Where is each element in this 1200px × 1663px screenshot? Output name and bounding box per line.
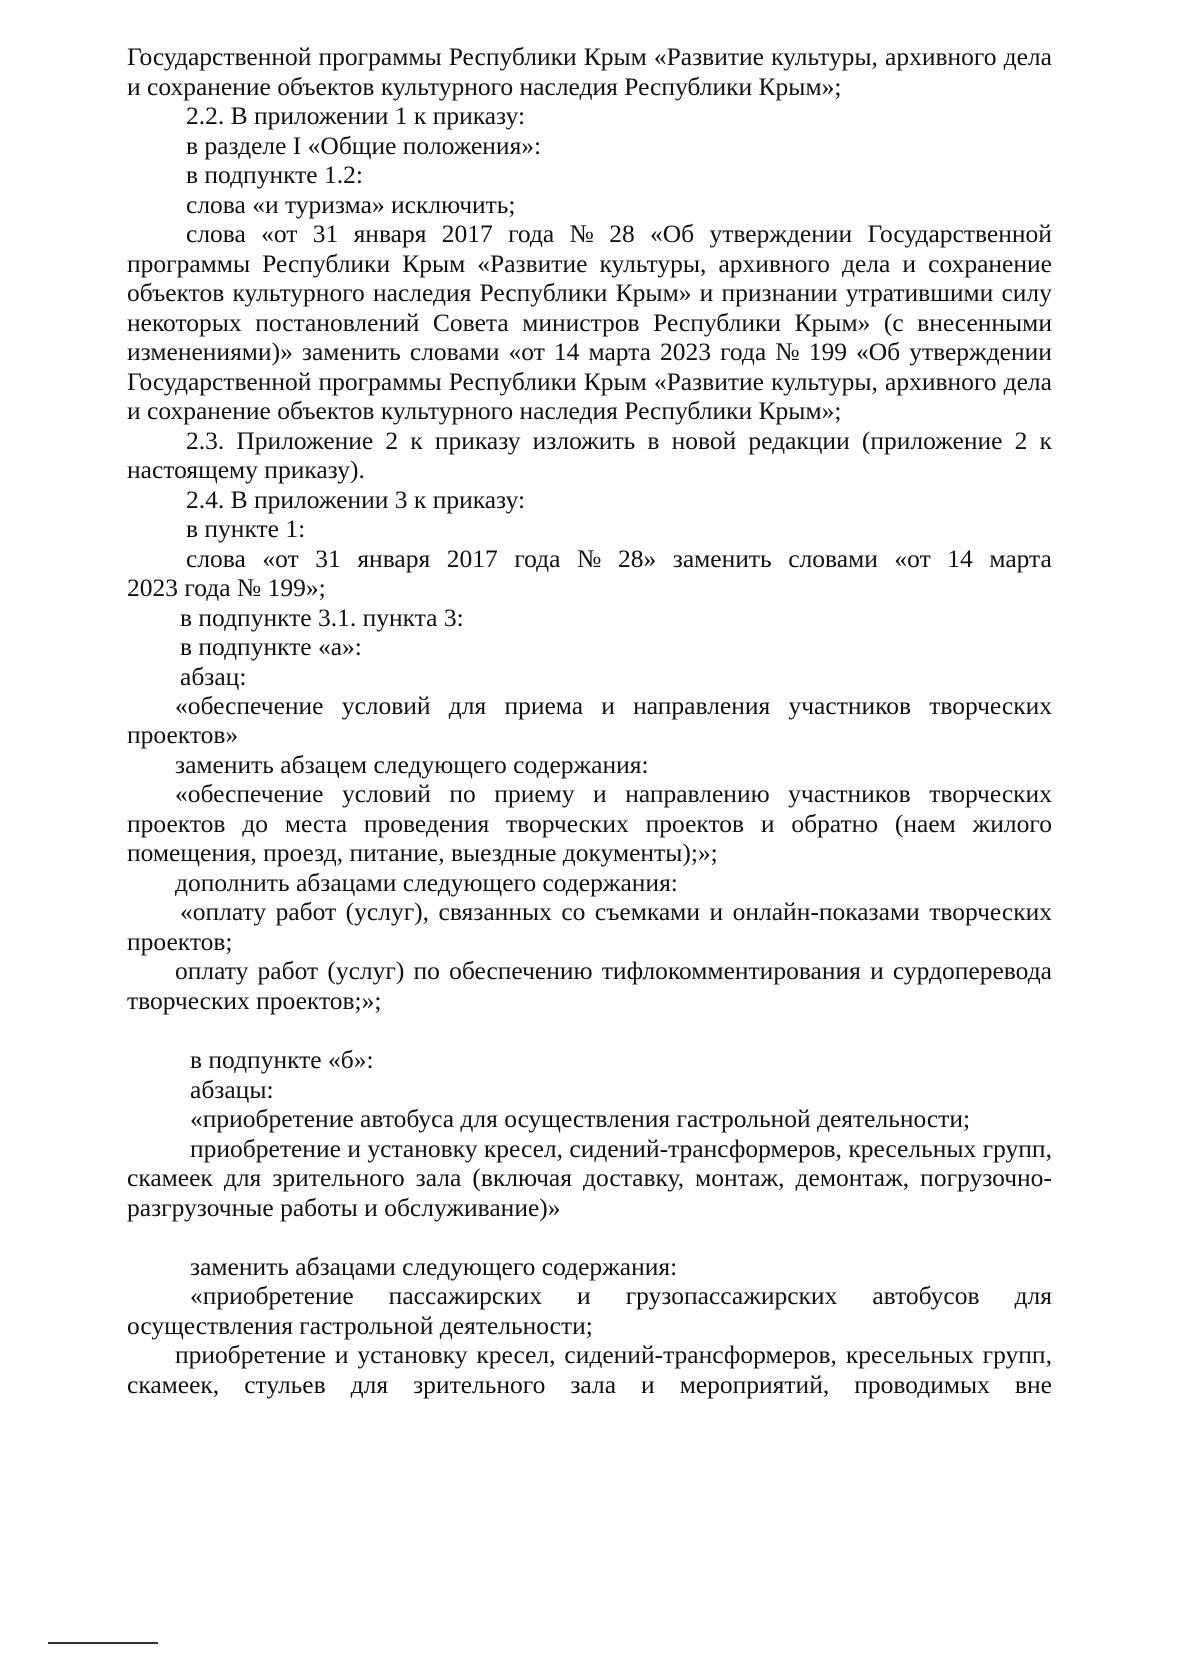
text-line: [190, 1281, 1052, 1311]
word: творческих: [929, 779, 1052, 808]
word: «Об: [650, 219, 695, 248]
word: архивного: [885, 367, 997, 396]
footnote-rule: [48, 1642, 158, 1644]
word: условий: [342, 779, 431, 808]
text-line: [127, 367, 1052, 397]
word: и: [641, 1370, 655, 1399]
word: установку: [367, 1134, 478, 1163]
word: и: [334, 1340, 349, 1369]
word: условий: [341, 691, 431, 720]
word: марта: [588, 337, 651, 366]
word: и: [902, 249, 917, 278]
word: (включая: [472, 1163, 572, 1192]
word: «Развитие: [477, 249, 588, 278]
word: утверждении: [709, 219, 853, 248]
text-line: настоящему приказу).: [127, 455, 365, 484]
word: (услуг),: [345, 897, 430, 926]
text-line: [127, 1370, 1052, 1400]
word: направлению: [625, 779, 770, 808]
word: «от: [261, 219, 298, 248]
text-line: [190, 1134, 1052, 1164]
text-line: 2023 года № 199»;: [127, 573, 326, 602]
word: и: [760, 809, 775, 838]
word: участников: [788, 779, 911, 808]
word: 2.3.: [186, 426, 225, 455]
word: слова: [186, 219, 246, 248]
text-line: [127, 1163, 1052, 1193]
word: Крым: [583, 42, 647, 71]
word: к: [410, 426, 423, 455]
word: 31: [312, 219, 339, 248]
word: 31: [315, 544, 341, 573]
word: января: [353, 219, 427, 248]
text-line: [175, 956, 1052, 986]
word: Государственной: [127, 367, 312, 396]
word: Республики: [448, 367, 577, 396]
word: творческих: [929, 691, 1052, 720]
text-line: в разделе I «Общие положения»:: [186, 131, 542, 160]
word: автобусов: [872, 1281, 980, 1310]
text-line: разгрузочные работы и обслуживание)»: [127, 1193, 561, 1222]
word: монтаж,: [695, 1163, 785, 1192]
text-line: [175, 779, 1052, 809]
word: мероприятий,: [679, 1370, 830, 1399]
word: №: [775, 337, 800, 366]
word: 14: [553, 337, 580, 366]
word: №: [577, 544, 602, 573]
word: архивного: [718, 249, 830, 278]
word: и: [709, 897, 724, 926]
word: силу: [1001, 278, 1052, 307]
word: сурдоперевода: [892, 956, 1052, 985]
word: слова: [186, 544, 246, 573]
word: приему: [494, 779, 575, 808]
word: приказу: [434, 426, 521, 455]
word: внесенными: [917, 308, 1052, 337]
word: дела: [1003, 367, 1052, 396]
word: Крым»: [615, 278, 692, 307]
text-line: [127, 337, 1052, 367]
text-line: [127, 42, 1052, 72]
word: доставку,: [583, 1163, 685, 1192]
word: 2: [1014, 426, 1028, 455]
word: «от: [508, 337, 545, 366]
word: Государственной: [867, 219, 1052, 248]
word: постановлений: [255, 308, 420, 337]
word: №: [569, 219, 594, 248]
word: зала: [570, 1370, 617, 1399]
word: жилого: [972, 809, 1052, 838]
word: места: [284, 809, 348, 838]
text-line: абзац:: [180, 662, 247, 691]
word: наследия: [372, 278, 472, 307]
word: проектов: [127, 809, 226, 838]
word: сидений-трансформеров,: [569, 1134, 842, 1163]
word: редакции: [748, 426, 850, 455]
text-line: [186, 426, 1052, 456]
word: для: [1014, 1281, 1052, 1310]
word: программы: [127, 249, 251, 278]
word: 2017: [446, 544, 498, 573]
word: грузопассажирских: [625, 1281, 838, 1310]
word: проведения: [363, 809, 490, 838]
word: «Об: [856, 337, 901, 366]
word: приобретение: [175, 1340, 326, 1369]
word: до: [242, 809, 268, 838]
word: культуры,: [771, 367, 878, 396]
word: съемками: [594, 897, 700, 926]
word: министров: [522, 308, 640, 337]
word: и: [347, 1134, 361, 1163]
text-line: [175, 691, 1052, 721]
word: 2017: [441, 219, 493, 248]
word: групп,: [982, 1340, 1052, 1369]
text-line: и сохранение объектов культурного наследия Республики Крым»;: [127, 72, 842, 101]
word: групп,: [982, 1134, 1052, 1163]
word: «оплату: [180, 897, 267, 926]
word: программы: [318, 367, 442, 396]
word: проводимых: [854, 1370, 990, 1399]
word: Крым: [583, 367, 647, 396]
word: кресельных: [848, 1134, 977, 1163]
word: (услуг): [327, 956, 405, 985]
word: для: [448, 691, 487, 720]
word: «обеспечение: [175, 691, 324, 720]
text-line: в пункте 1:: [186, 514, 306, 543]
word: 28»: [617, 544, 657, 573]
word: «от: [262, 544, 299, 573]
text-line: 2.2. В приложении 1 к приказу:: [186, 101, 526, 130]
word: 14: [947, 544, 973, 573]
word: работ: [257, 956, 319, 985]
text-line: [127, 278, 1052, 308]
word: архивного: [885, 42, 997, 71]
word: участников: [788, 691, 912, 720]
word: года: [514, 544, 561, 573]
word: в: [647, 426, 660, 455]
word: и: [870, 956, 884, 985]
text-line: [180, 897, 1052, 927]
word: зала: [415, 1163, 462, 1192]
word: онлайн-показами: [732, 897, 920, 926]
text-line: в подпункте 3.1. пункта 3:: [180, 603, 464, 632]
word: для: [350, 1370, 389, 1399]
word: культуры,: [599, 249, 707, 278]
word: зрительного: [413, 1370, 546, 1399]
word: творческих: [506, 809, 629, 838]
word: демонтаж,: [795, 1163, 910, 1192]
word: Республики: [653, 308, 782, 337]
text-line: [127, 809, 1052, 839]
text-line: в подпункте 1.2:: [186, 160, 363, 189]
text-line: осуществления гастрольной деятельности;: [127, 1311, 593, 1340]
word: по: [413, 956, 440, 985]
word: Приложение: [236, 426, 374, 455]
word: Крым: [402, 249, 466, 278]
text-line: творческих проектов;»;: [127, 986, 382, 1015]
text-line: проектов;: [127, 927, 233, 956]
word: 2023: [660, 337, 712, 366]
word: и: [593, 779, 607, 808]
word: дела: [842, 249, 891, 278]
word: Совета: [432, 308, 509, 337]
text-line: дополнить абзацами следующего содержания:: [175, 868, 678, 897]
word: работ: [275, 897, 337, 926]
word: обеспечению: [449, 956, 593, 985]
word: 2: [385, 426, 399, 455]
word: приобретение: [190, 1134, 341, 1163]
word: пассажирских: [388, 1281, 543, 1310]
word: кресел,: [476, 1340, 556, 1369]
word: погрузочно-: [920, 1163, 1052, 1192]
text-line: проектов»: [127, 720, 239, 749]
word: для: [223, 1163, 262, 1192]
word: направления: [633, 691, 771, 720]
word: культурного: [232, 278, 365, 307]
text-line: в подпункте «а»:: [180, 632, 362, 661]
word: признании: [721, 278, 838, 307]
word: некоторых: [127, 308, 242, 337]
word: изложить: [532, 426, 636, 455]
word: связанных: [438, 897, 552, 926]
word: изменениями)»: [127, 337, 293, 366]
word: кресел,: [483, 1134, 563, 1163]
word: заменить: [301, 337, 401, 366]
word: января: [357, 544, 431, 573]
text-line: слова «и туризма» исключить;: [186, 190, 516, 219]
word: по: [449, 779, 476, 808]
text-line: абзацы:: [190, 1075, 274, 1104]
word: года: [720, 337, 767, 366]
word: утратившими: [845, 278, 994, 307]
text-line: [127, 249, 1052, 279]
word: марта: [989, 544, 1052, 573]
text-line: «приобретение автобуса для осуществления гастрольной деятельности;: [190, 1104, 971, 1133]
text-line: [186, 219, 1052, 249]
word: тифлокомментирования: [601, 956, 861, 985]
word: культуры,: [771, 42, 878, 71]
word: заменить: [672, 544, 772, 573]
word: «обеспечение: [175, 779, 324, 808]
text-line: [127, 308, 1052, 338]
word: установку: [357, 1340, 468, 1369]
word: проектов: [645, 809, 745, 838]
word: Крым»: [794, 308, 871, 337]
word: объектов: [127, 278, 225, 307]
word: и: [601, 691, 615, 720]
word: сидений-трансформеров,: [564, 1340, 837, 1369]
word: Республики: [262, 249, 391, 278]
word: вне: [1014, 1370, 1052, 1399]
word: Республики: [448, 42, 577, 71]
word: скамеек: [127, 1163, 213, 1192]
word: зрительного: [272, 1163, 405, 1192]
word: словами: [788, 544, 878, 573]
text-line: и сохранение объектов культурного наследия Республики Крым»;: [127, 396, 842, 425]
text-line: 2.4. В приложении 3 к приказу:: [186, 485, 526, 514]
word: Государственной: [127, 42, 312, 71]
text-line: помещения, проезд, питание, выездные документы);»;: [127, 838, 718, 867]
word: со: [561, 897, 586, 926]
word: и: [577, 1281, 591, 1310]
word: кресельных: [845, 1340, 974, 1369]
word: оплату: [175, 956, 249, 985]
word: (наем: [894, 809, 956, 838]
word: новой: [671, 426, 737, 455]
word: сохранение: [928, 249, 1052, 278]
word: 28: [609, 219, 635, 248]
text-line: [186, 544, 1052, 574]
word: утверждении: [909, 337, 1052, 366]
word: «Развитие: [653, 42, 764, 71]
word: 199: [808, 337, 847, 366]
text-line: [175, 1340, 1052, 1370]
word: года: [508, 219, 555, 248]
word: словами: [409, 337, 500, 366]
word: к: [1039, 426, 1052, 455]
word: (с: [883, 308, 904, 337]
text-line: заменить абзацем следующего содержания:: [175, 750, 649, 779]
word: «приобретение: [190, 1281, 354, 1310]
word: обратно: [791, 809, 879, 838]
word: и: [699, 278, 714, 307]
word: творческих: [929, 897, 1052, 926]
word: программы: [318, 42, 442, 71]
word: (приложение: [861, 426, 1003, 455]
word: «от: [894, 544, 931, 573]
text-line: в подпункте «б»:: [190, 1045, 374, 1074]
word: Республики: [479, 278, 608, 307]
word: приема: [504, 691, 584, 720]
word: скамеек,: [127, 1370, 220, 1399]
word: «Развитие: [653, 367, 764, 396]
word: стульев: [244, 1370, 326, 1399]
word: дела: [1003, 42, 1052, 71]
text-line: заменить абзацами следующего содержания:: [190, 1252, 678, 1281]
